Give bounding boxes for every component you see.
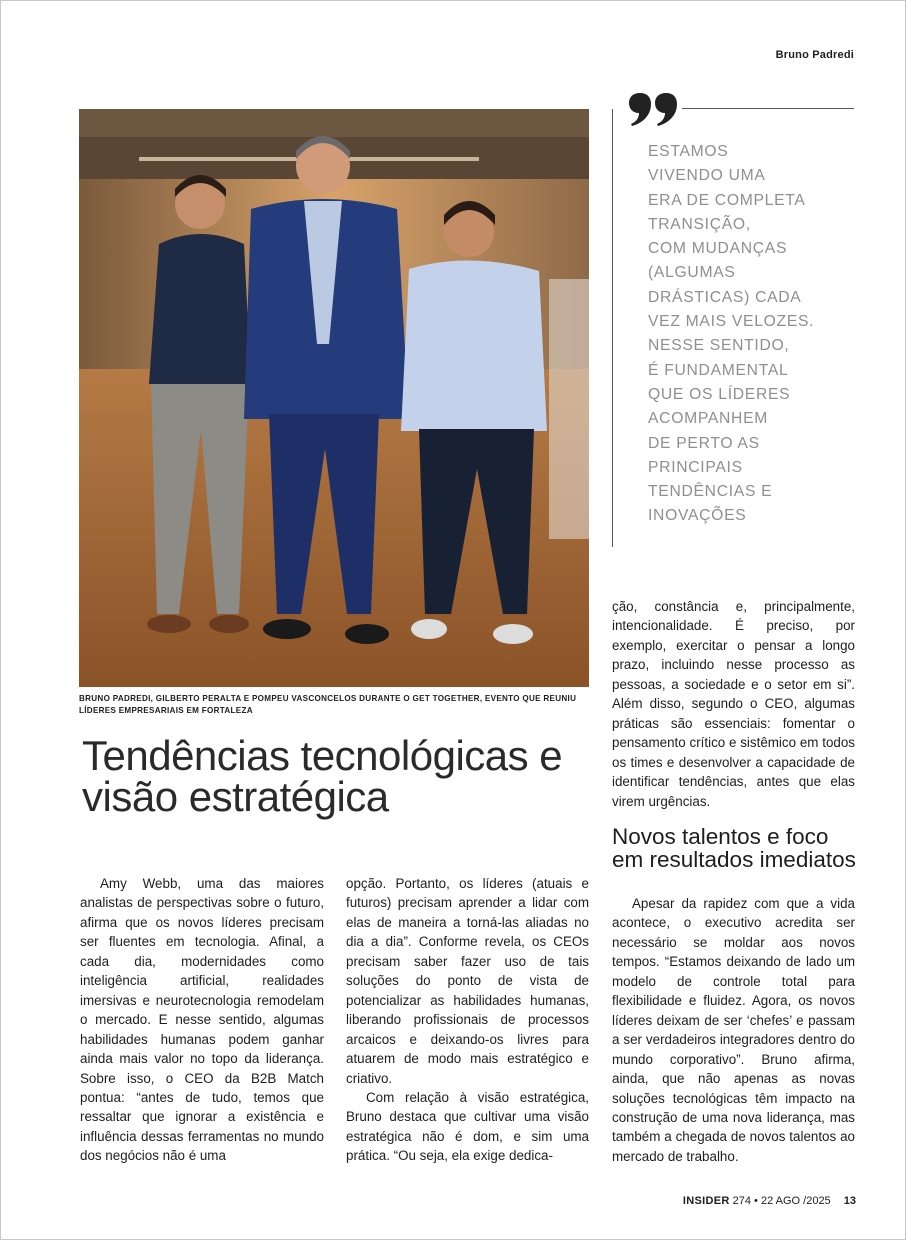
page-footer [683,1195,856,1207]
paragraph: Com relação à visão estratégica, Bruno destaca que cultivar uma visão estratégica não é dom, e sim uma prática. “Ou seja, ela exige dedica- [346,1089,589,1164]
paragraph: opção. Portanto, os líderes (atuais e futuros) precisam aprender a lidar com elas de maneira a torná-las aliadas no dia a dia”. Conforme revela, os CEOs precisam saber fazer uso de tais soluções do ponto de vista de potencializar as habilidades humanas, liberando profissionais de processos arcaicos e deixando-os livres para atuarem de modo mais estratégico e criativo. [346,876,589,1086]
body-column-2 [346,874,589,1166]
article-title: Tendências tecnológicas e visão estratégica [82,732,563,820]
paragraph: ção, constância e, principalmente, intencionalidade. É preciso, por exemplo, exercitar o pensar a longo prazo, incluindo nesse processo as pessoas, a sociedade e o setor em si”. Além disso, segundo o CEO, algumas práticas são essenciais: fomentar o pensamento crítico e sistêmico em todos os times e desenvolver a capacidade de identificar tendências, antes que elas virem urgências. [612,599,855,809]
article-photo [79,109,589,687]
photo-caption: BRUNO PADREDI, GILBERTO PERALTA E POMPEU VASCONCELOS DURANTE O GET TOGETHER, EVENTO QUE REUNIU LÍDERES EMPRESARIAIS EM FORTALEZA [79,694,577,715]
body-column-3-top [612,597,855,811]
section-subheading: Novos talentos e foco em resultados imediatos [612,824,856,872]
paragraph: Apesar da rapidez com que a vida acontece, o executivo acredita ser necessário se moldar aos novos tempos. “Estamos deixando de lado um modelo de controle total para flexibilidade e fluidez. Agora, os novos líderes deixam de ser ‘chefes’ e passam a ser verdadeiros integradores dentro do mundo corporativo”. Bruno afirma, ainda, que não apenas as novas soluções tecnológicas têm impacto na construção de uma nova liderança, mas também a chegada de novos talentos ao mercado de trabalho. [612,896,855,1164]
quote-rule-vertical [612,109,613,547]
magazine-name: INSIDER [682,1195,730,1207]
page-number: 13 [843,1195,856,1207]
paragraph: Amy Webb, uma das maiores analistas de perspectivas sobre o futuro, afirma que os novos líderes precisam ser fluentes em tecnologia. Afinal, a cada dia, modernidades como inteligência artificial, realidades imersivas e neurotecnologia remodelam o mercado. E nesse sentido, algumas habilidades humanas podem ganhar ainda mais valor no topo da liderança. Sobre isso, o CEO da B2B Match pontua: “antes de tudo, temos que ressaltar que ignorar a existência e influência dessas ferramentas no mundo dos negócios não é uma [80,876,324,1164]
body-column-1 [80,874,324,1166]
issue-info: 274 • 22 AGO /2025 [732,1195,831,1207]
quote-mark-icon [628,92,680,131]
quote-rule-horizontal [682,108,854,109]
author-name: Bruno Padredi [775,49,854,61]
pull-quote: ESTAMOS VIVENDO UMA ERA DE COMPLETA TRANSIÇÃO, COM MUDANÇAS (ALGUMAS DRÁSTICAS) CADA VEZ MAIS VELOZES. NESSE SENTIDO, É FUNDAMENTAL QUE OS LÍDERES ACOMPANHEM DE PERTO AS PRINCIPAIS TENDÊNCIAS E INOVAÇÕES [648,143,815,525]
body-column-3-bottom [612,894,855,1166]
